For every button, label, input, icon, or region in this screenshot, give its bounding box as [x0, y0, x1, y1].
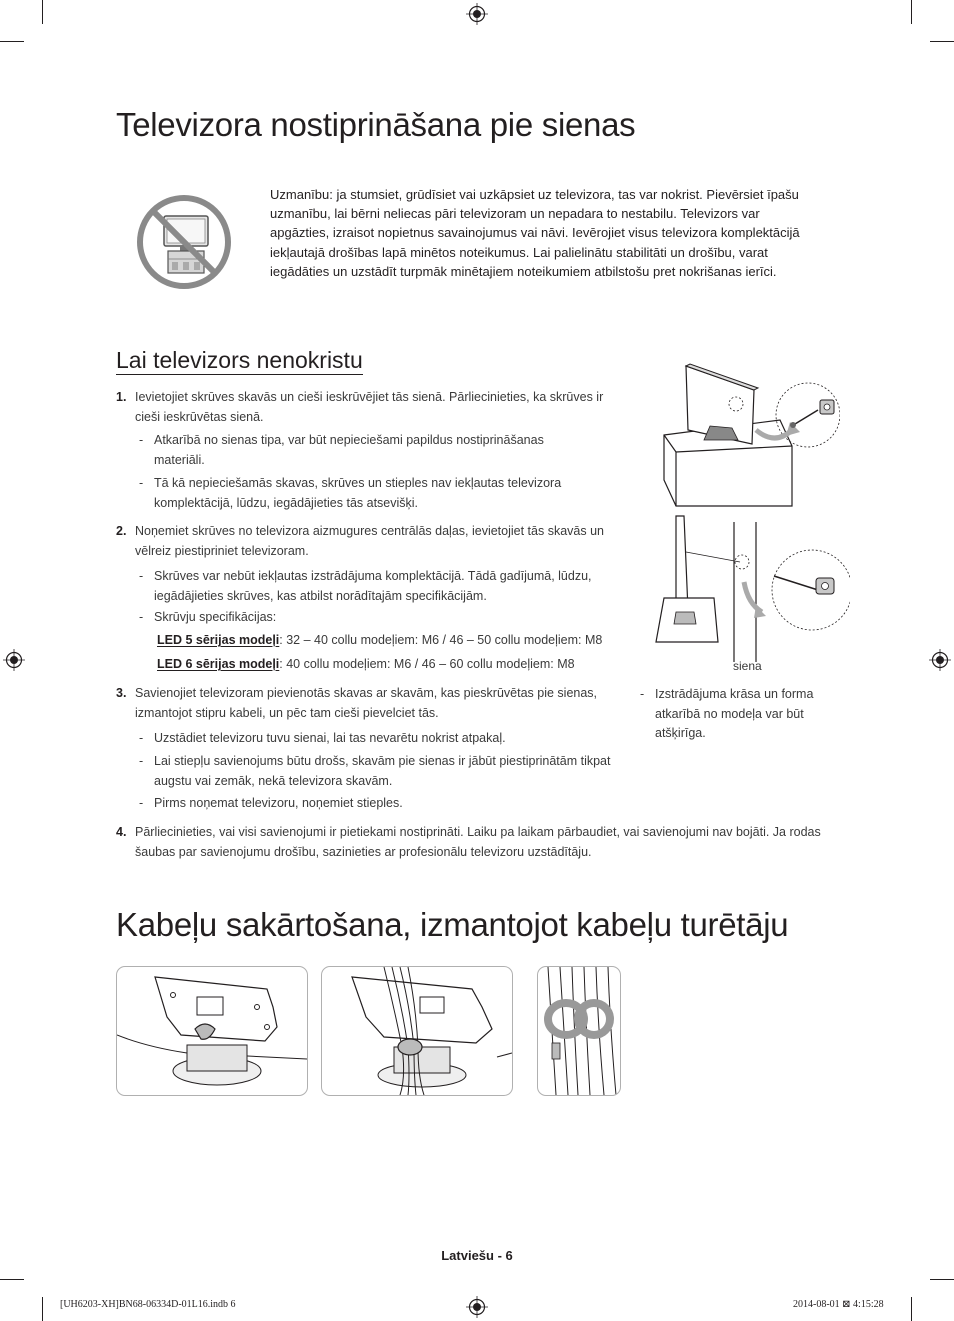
registration-mark-icon [3, 649, 25, 671]
note-dash: - [139, 796, 144, 810]
figure-note: Izstrādājuma krāsa un forma atkarībā no modeļa var būt atšķirīga. [655, 687, 814, 740]
note-text: Lai stiepļu savienojums būtu drošs, skavām pie sienas ir jābūt piestiprinātām tikpat augstu vai zemāk, nekā televizora skavām. [154, 754, 611, 788]
tv-wall-side-illustration [650, 512, 850, 662]
note-text: Uzstādiet televizoru tuvu sienai, lai tas nevarētu nokrist atpakaļ. [154, 731, 506, 745]
registration-mark-icon [466, 1296, 488, 1318]
note-dash: - [139, 433, 144, 447]
note-text: Tā kā nepieciešamās skavas, skrūves un stieples nav iekļautas televizora komplektācijā, lūdzu, iegādājieties tās atsevišķi. [154, 476, 562, 510]
crop-mark [42, 0, 43, 24]
tv-bracket-illustration [660, 360, 840, 510]
note-dash: - [139, 610, 144, 624]
note-text: Atkarībā no sienas tipa, var būt nepieciešami papildus nostiprināšanas materiāli. [154, 433, 544, 467]
step-number: 2. [116, 524, 127, 538]
crop-mark [911, 0, 912, 24]
crop-mark [930, 1279, 954, 1280]
subsection-title: Lai televizors nenokristu [116, 347, 363, 373]
warning-text: Uzmanību: ja stumsiet, grūdīsiet vai uzkāpsiet uz televizora, tas var nokrist. Pievērsiet īpašu uzmanību, lai bērni neliecas pāri televizoram un nepadara to nestabilu. Televizors var apgāzties, izraisot nopietnus savainojumus vai nāvi. Ievērojiet visus televizora komplektācijā iekļautajā drošības lapā minētos noteikumus. Lai palielinātu stabilitāti un drošību, varat iegādāties un uzstādīt turpmāk minētajiem noteikumiem atbilstošu pret nokrišanas ierīci. [270, 187, 800, 279]
note-dash: - [139, 731, 144, 745]
note-dash: - [139, 754, 144, 768]
note-text: Skrūvju specifikācijas: [154, 610, 277, 624]
page-title: Televizora nostiprināšana pie sienas [116, 106, 636, 143]
spec-line-led5 [157, 633, 602, 647]
spec-label: LED 6 sērijas modeļi [157, 657, 280, 671]
step-text: Pārliecinieties, vai visi savienojumi ir pietiekami nostiprināti. Laiku pa laikam pārbaudiet, vai savienojumi nav bojāti. Ja rodas šaubas par savienojumu drošību, sazinieties ar profesionālu televizoru uzstādītāju. [135, 825, 821, 859]
crop-mark [911, 1297, 912, 1321]
cable-holder-image-1 [116, 966, 308, 1096]
step-text: Savienojiet televizoram pievienotās skavas ar skavām, kas pieskrūvētas pie sienas, izmantojot stipru kabeli, un pēc tam cieši pievelciet tās. [135, 686, 598, 720]
cable-clip-closeup-illustration [538, 967, 620, 1095]
registration-mark-icon [929, 649, 951, 671]
spec-value: : 40 collu modeļiem: M6 / 46 – 60 collu modeļiem: M8 [279, 657, 575, 671]
stand-cables-illustration [322, 967, 512, 1095]
no-climbing-warning-icon [136, 194, 232, 290]
note-dash: - [139, 569, 144, 583]
step-text: Noņemiet skrūves no televizora aizmugures centrālās daļas, ievietojiet tās skavās un vēlreiz piestipriniet televizoram. [135, 524, 604, 558]
crop-mark [930, 41, 954, 42]
print-stamp: 2014-08-01 ⊠ 4:15:28 [793, 1299, 884, 1310]
note-dash: - [640, 687, 645, 701]
crop-mark [0, 1279, 24, 1280]
file-info: [UH6203-XH]BN68-06334D-01L16.indb 6 [60, 1299, 236, 1310]
spec-line-led6 [157, 657, 575, 671]
step-number: 3. [116, 686, 127, 700]
note-text: Pirms noņemat televizoru, noņemiet stieples. [154, 796, 403, 810]
crop-mark [0, 41, 24, 42]
spec-label: LED 5 sērijas modeļi [157, 633, 280, 647]
registration-mark-icon [466, 3, 488, 25]
note-text: Skrūves var nebūt iekļautas izstrādājuma komplektācijā. Tādā gadījumā, lūdzu, iegādājieties skrūves, kas atbilst norādītajām specifikācijām. [154, 569, 592, 603]
wall-label: siena [733, 659, 762, 673]
step-number: 1. [116, 390, 127, 404]
cable-holder-image-2 [321, 966, 513, 1096]
cable-holder-image-3 [537, 966, 621, 1096]
spec-value: : 32 – 40 collu modeļiem: M6 / 46 – 50 collu modeļiem: M8 [279, 633, 603, 647]
step-number: 4. [116, 825, 127, 839]
stand-back-illustration [117, 967, 307, 1095]
crop-mark [42, 1297, 43, 1321]
page-number: Latviešu - 6 [441, 1248, 513, 1263]
section-title: Kabeļu sakārtošana, izmantojot kabeļu turētāju [116, 906, 789, 943]
note-dash: - [139, 476, 144, 490]
step-text: Ievietojiet skrūves skavās un cieši ieskrūvējiet tās sienā. Pārliecinieties, ka skrūves ir cieši ieskrūvētas sienā. [135, 390, 604, 424]
